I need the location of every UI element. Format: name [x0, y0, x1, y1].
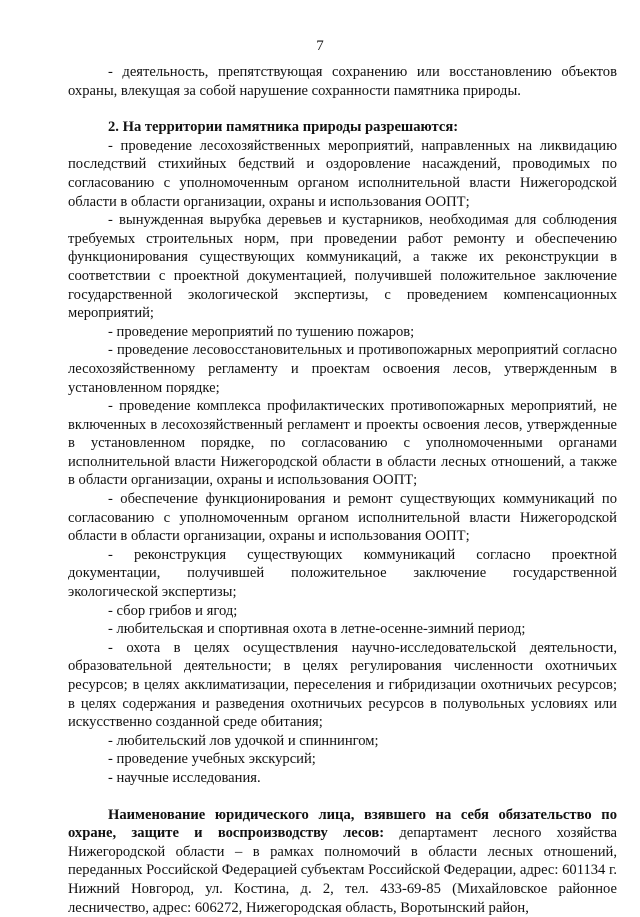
paragraph: - вынужденная вырубка деревьев и кустарников, необходимая для соблюдения требуемых строительных норм, при проведении работ ремонту и обеспечению функционирования существующих коммуникаций, а также их реконструкции в соответствии с проектной документацией, получившей положительное заключение государственной экологической экспертизы, с проведением компенсационных мероприятий;: [68, 212, 617, 322]
responsible-entity-label: Наименование юридического лица, взявшего на себя обязательство по охране, защите и воспроизводству лесов:: [68, 806, 617, 842]
paragraph: - любительский лов удочкой и спиннингом;: [108, 732, 379, 749]
page-number: 7: [316, 38, 324, 54]
paragraph: - деятельность, препятствующая сохранению или восстановлению объектов охраны, влекущая за собой нарушение сохранности памятника природы.: [68, 64, 617, 99]
responsible-entity-text: департамент лесного хозяйства Нижегородской области – в рамках полномочий в области лесных отношений, переданных Российской Федерацией субъектам Российской Федерации, адрес: 601134 г. Нижний Новгород, ул. Костина, д. 2, тел. 433-69-85 (Михайловское районное лесничество, адрес: 606272, Нижегородская область, Воротынский район,: [68, 825, 617, 916]
paragraph: - обеспечение функционирования и ремонт существующих коммуникаций по согласованию с уполномоченным органом исполнительной власти Нижегородской области в области организации, охраны и использования ООПТ;: [68, 491, 617, 545]
paragraph: - охота в целях осуществления научно-исследовательской деятельности, образовательной деятельности; в целях регулирования численности охотничьих ресурсов; в целях акклиматизации, переселения и гибридизации охотничьих ресурсов; в целях содержания и разведения охотничьих ресурсов в полувольных условиях или искусственно созданной среде обитания;: [68, 639, 617, 731]
paragraph: - проведение лесовосстановительных и противопожарных мероприятий согласно лесохозяйственному регламенту и проектам освоения лесов, утвержденным в установленном порядке;: [68, 342, 617, 396]
document-body: [68, 63, 617, 917]
paragraph: - любительская и спортивная охота в летне-осенне-зимний период;: [108, 621, 526, 638]
paragraph: - реконструкция существующих коммуникаций согласно проектной документации, получившей положительное заключение государственной экологической экспертизы;: [68, 546, 617, 601]
paragraph: - сбор грибов и ягод;: [108, 602, 238, 619]
section-heading: 2. На территории памятника природы разрешаются:: [108, 119, 459, 136]
responsible-entity-paragraph: [68, 806, 617, 917]
paragraph: - научные исследования.: [108, 769, 261, 786]
paragraph: - проведение учебных экскурсий;: [108, 751, 316, 768]
paragraph: - проведение мероприятий по тушению пожаров;: [108, 323, 415, 340]
paragraph: - проведение комплекса профилактических противопожарных мероприятий, не включенных в лесохозяйственный регламент и проекты освоения лесов, утвержденные в установленном порядке, по согласованию с уполномоченными органами исполнительной власти Нижегородской области в области лесных отношений, а также в области организации, охраны и использования ООПТ;: [68, 398, 617, 489]
paragraph: - проведение лесохозяйственных мероприятий, направленных на ликвидацию последствий стихийных бедствий и оздоровление насаждений, проводимых по согласованию с уполномоченным органом исполнительной власти Нижегородской области в области организации, охраны и использования ООПТ;: [68, 137, 617, 210]
